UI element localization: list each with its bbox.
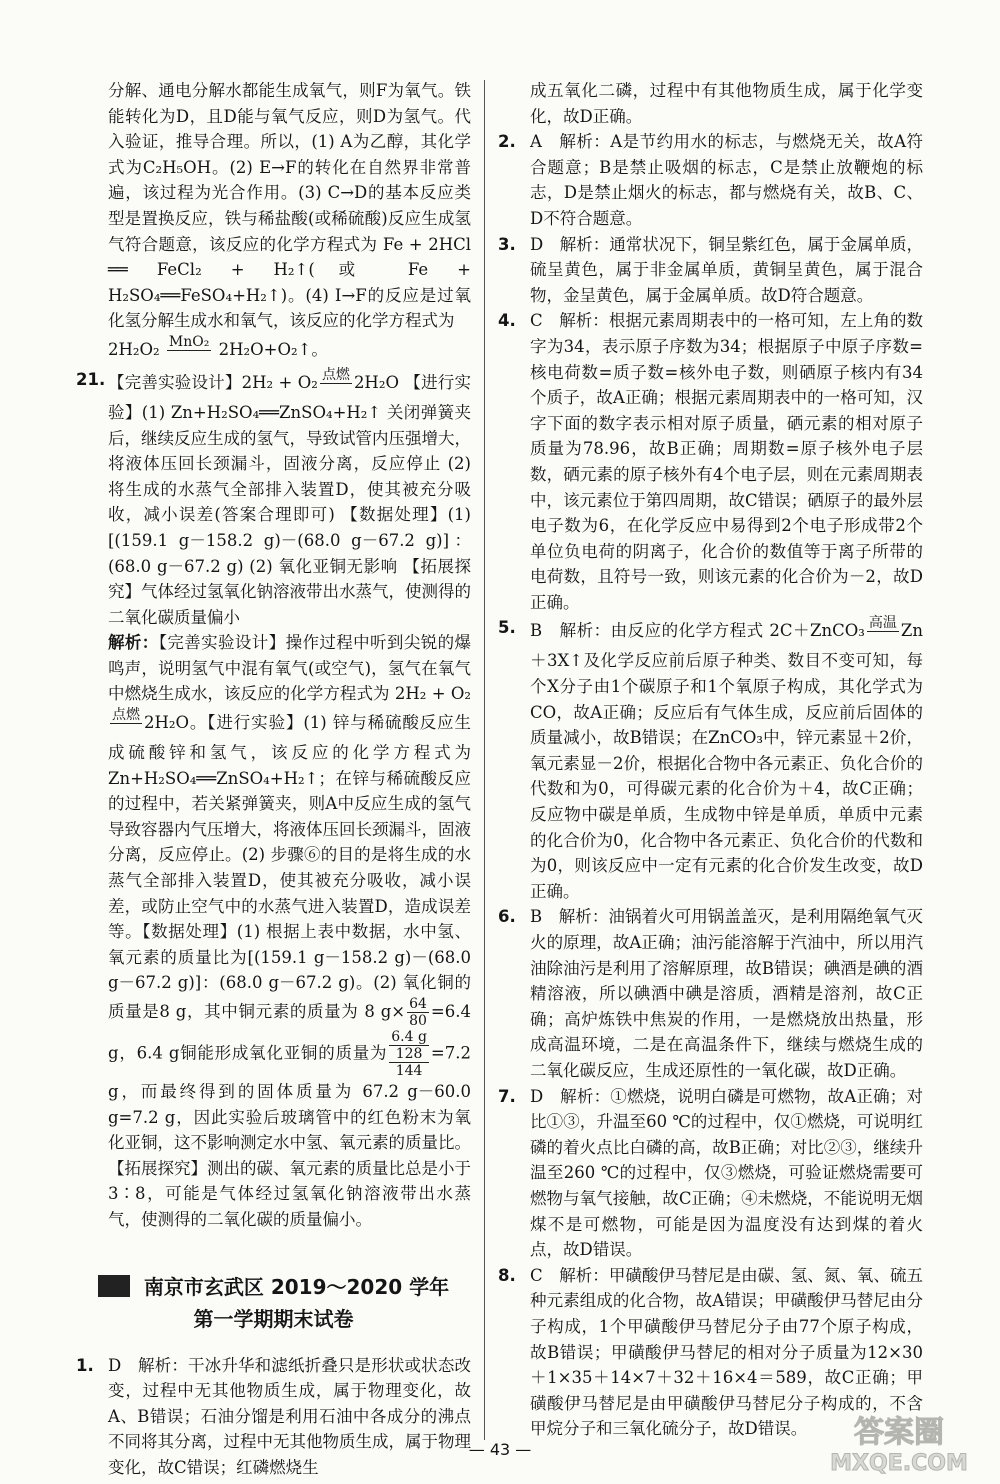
continuation-paragraph: 成五氧化二磷，过程中有其他物质生成，属于化学变化，故D正确。 <box>530 81 923 126</box>
watermark-logo <box>817 1406 982 1476</box>
reaction-condition: MnO₂ <box>168 333 210 350</box>
question-4: 4. C 解析：根据元素周期表中的一格可知，左上角的数字为34，表示原子序数为34；根据原子中原子序数=核电荷数=质子数=核外电子数，则硒原子核内有34个质子，故A正确；根据元素周期表中的一格可知，汉字下面的数字表示相对原子质量，硒元素的相对原子质量为78.96，故B正确；周期数=原子核外电子层数，硒元素的原子核外有4个电子层，则在元素周期表中，该元素位于第四周期，故C错误；硒原子的最外层电子数为6，在化学反应中易得到2个电子形成带2个单位负电荷的阴离子，化合价的数值等于离子所带的电荷数，且符号一致，则该元素的化合价为－2，故D正确。 <box>498 311 923 612</box>
reaction-condition: 高温 <box>868 615 897 632</box>
svg-text:MXQE.COM: MXQE.COM <box>830 1451 968 1476</box>
question-8: 8. C 解析：甲磺酸伊马替尼是由碳、氢、氮、氧、硫五种元素组成的化合物，故A错误；甲磺酸伊马替尼由分子构成，1个甲磺酸伊马替尼分子由77个原子构成，故B错误；甲磺酸伊马替尼的相对分子质量为12×30＋1×35＋14×7＋32＋16×4＝589，故C正确；甲磺酸伊马替尼是由甲磺酸伊马替尼分子构成的，不含甲烷分子和三氧化硫分子，故D错误。 <box>498 1265 923 1439</box>
continuation-paragraph: 分解、通电分解水都能生成氧气，则F为氧气。铁能转化为D，且D能与氧气反应，则D为氢气。代入验证，推导合理。所以，(1) A为乙醇，其化学式为C₂H₅OH。(2) E→F的转化在自然界非常普遍，该过程为光合作用。(3) C→D的基本反应类型是置换反应，铁与稀盐酸(或稀硫酸)反应生成氢气符合题意，该反应的化学方程式为 Fe + 2HCl ══ FeCl₂ + H₂↑(或 Fe + H₂SO₄══FeSO₄+H₂↑)。(4) I→F的反应是过氧化氢分解生成水和氧气，该反应的化学方程式为 2H₂O₂ MnO₂ 2H₂O+O₂↑。 <box>76 78 471 367</box>
reaction-condition: 点燃 <box>112 707 140 724</box>
reaction-condition: 点燃 <box>321 366 350 383</box>
column-divider <box>484 80 485 1440</box>
fraction-6.4g: 6.4 g 128 144 <box>391 1029 427 1079</box>
question-3: 3. D 解析：通常状况下，铜呈紫红色，属于金属单质，硫呈黄色，属于非金属单质，黄铜呈黄色，属于混合物，金呈黄色，属于金属单质。故D符合题意。 <box>498 234 923 305</box>
fraction-64-80: $\frac{64}{80}$ <box>409 996 427 1029</box>
question-7: 7. D 解析：①燃烧，说明白磷是可燃物，故A正确；对比①③，升温至60 ℃的过程中，仅①燃烧，可说明红磷的着火点比白磷的高，故B正确；对比②③，继续升温至260 ℃的过程中，仅③燃烧，可验证燃烧需要可燃物与氧气接触，故C正确；④未燃烧，不能说明无烟煤不是可燃物，可能是因为温度没有达到煤的着火点，故D错误。 <box>498 1086 923 1260</box>
right-column <box>498 78 923 1442</box>
left-column <box>76 78 471 1481</box>
page-number: — 43 — <box>468 1440 532 1459</box>
question-21: 21. 【完善实验设计】2H₂ + O₂ 点燃 2H₂O 【进行实验】(1) Zn+H₂SO₄══ZnSO₄+H₂↑ 关闭弹簧夹后，继续反应生成的氢气，导致试管内压强增大，将液体压回长颈漏斗，固液分离，反应停止 (2) 将生成的水蒸气全部排入装置D，使其被充分吸收，减小误差(答案合理即可) 【数据处理】(1) [(159.1 g－158.2 g)－(68.0 g－67.2 g)]：(68.0 g－67.2 g) (2) 氧化亚铜无影响 【拓展探究】气体经过氢氧化钠溶液带出水蒸气，使测得的二氧化碳质量偏小 <box>76 366 471 627</box>
question-6: 6. B 解析：油锅着火可用锅盖盖灭，是利用隔绝氧气灭火的原理，故A正确；油污能溶解于汽油中，所以用汽油除油污是利用了溶解原理，故B错误；碘酒是碘的酒精溶液，所以碘酒中碘是溶质，酒精是溶剂，故C正确；高炉炼铁中焦炭的作用，一是燃烧放出热量，形成高温环境，二是在高温条件下，继续与燃烧生成的二氧化碳反应，生成还原性的一氧化碳，故D正确。 <box>498 907 923 1080</box>
svg-text:答案圈: 答案圈 <box>854 1415 944 1450</box>
question-5: 5. B 解析：由反应的化学方程式 2C＋ZnCO₃ 高温 Zn＋3X↑及化学反应前后原子种类、数目不变可知，每个X分子由1个碳原子和1个氧原子构成，其化学式为CO，故A正确；反应后有气体生成，反应前后固体的质量减小，故B错误；在ZnCO₃中，锌元素显＋2价，氧元素显－2价，根据化合物中各元素正、负化合价的代数和为0，可得碳元素的化合价为＋4，故C正确；反应物中碳是单质，生成物中锌是单质，单质中元素的化合价为0，化合物中各元素正、负化合价的代数和为0，则该反应中一定有元素的化合价发生改变，故D正确。 <box>498 615 923 901</box>
section-marker <box>98 1275 130 1297</box>
question-2: 2. A 解析：A是节约用水的标志，与燃烧无关，故A符合题意；B是禁止吸烟的标志，C是禁止放鞭炮的标志，D是禁止烟火的标志，都与燃烧有关，故B、C、D不符合题意。 <box>498 132 923 228</box>
section-heading: 南京市玄武区 2019～2020 学年 第一学期期末试卷 <box>76 1271 471 1335</box>
question-1: 1. D 解析：干冰升华和滤纸折叠只是形状或状态改变，过程中无其他物质生成，属于物理变化，故A、B错误；石油分馏是利用石油中各成分的沸点不同将其分离，过程中无其他物质生成，属于物理变化，故C错误；红磷燃烧生 <box>76 1355 471 1477</box>
question-21-explanation: 解析：【完善实验设计】操作过程中听到尖锐的爆鸣声，说明氢气中混有氧气(或空气)，氢气在氧气中燃烧生成水，该反应的化学方程式为 2H₂ + O₂ 点燃 2H₂O。【进行实验】(1) 锌与稀硫酸反应生成硫酸锌和氢气，该反应的化学方程式为 Zn+H₂SO₄══ZnSO₄+H₂↑；在锌与稀硫酸反应的过程中，若关紧弹簧夹，则A中反应生成的氢气导致容器内气压增大，将液体压回长颈漏斗，固液分离，反应停止。(2) 步骤⑥的目的是将生成的水蒸气全部排入装置D，使其被充分吸收，减小误差，或防止空气中的水蒸气进入装置D，造成误差等。【数据处理】(1) 根据上表中数据，水中氢、氧元素的质量比为[(159.1 g－158.2 g)－(68.0 g－67.2 g)]：(68.0 g－67.2 g)。(2) 氧化铜的质量是8 g，其中铜元素的质量为 8 g× $\frac{64}{80}$ =6.4 g，6.4 g铜能形成氧化亚铜的质量为 6.4 g 128 144 =7.2 g，而最终得到的固体质量为 67.2 g－60.0 g=7.2 g，因此实验后玻璃管中的红色粉末为氧化亚铜，这不影响测定水中氢、氧元素的质量比。【拓展探究】测出的碳、氧元素的质量比总是小于 3∶8，可能是气体经过氢氧化钠溶液带出水蒸气，使测得的二氧化碳的质量偏小。 <box>108 633 472 1229</box>
